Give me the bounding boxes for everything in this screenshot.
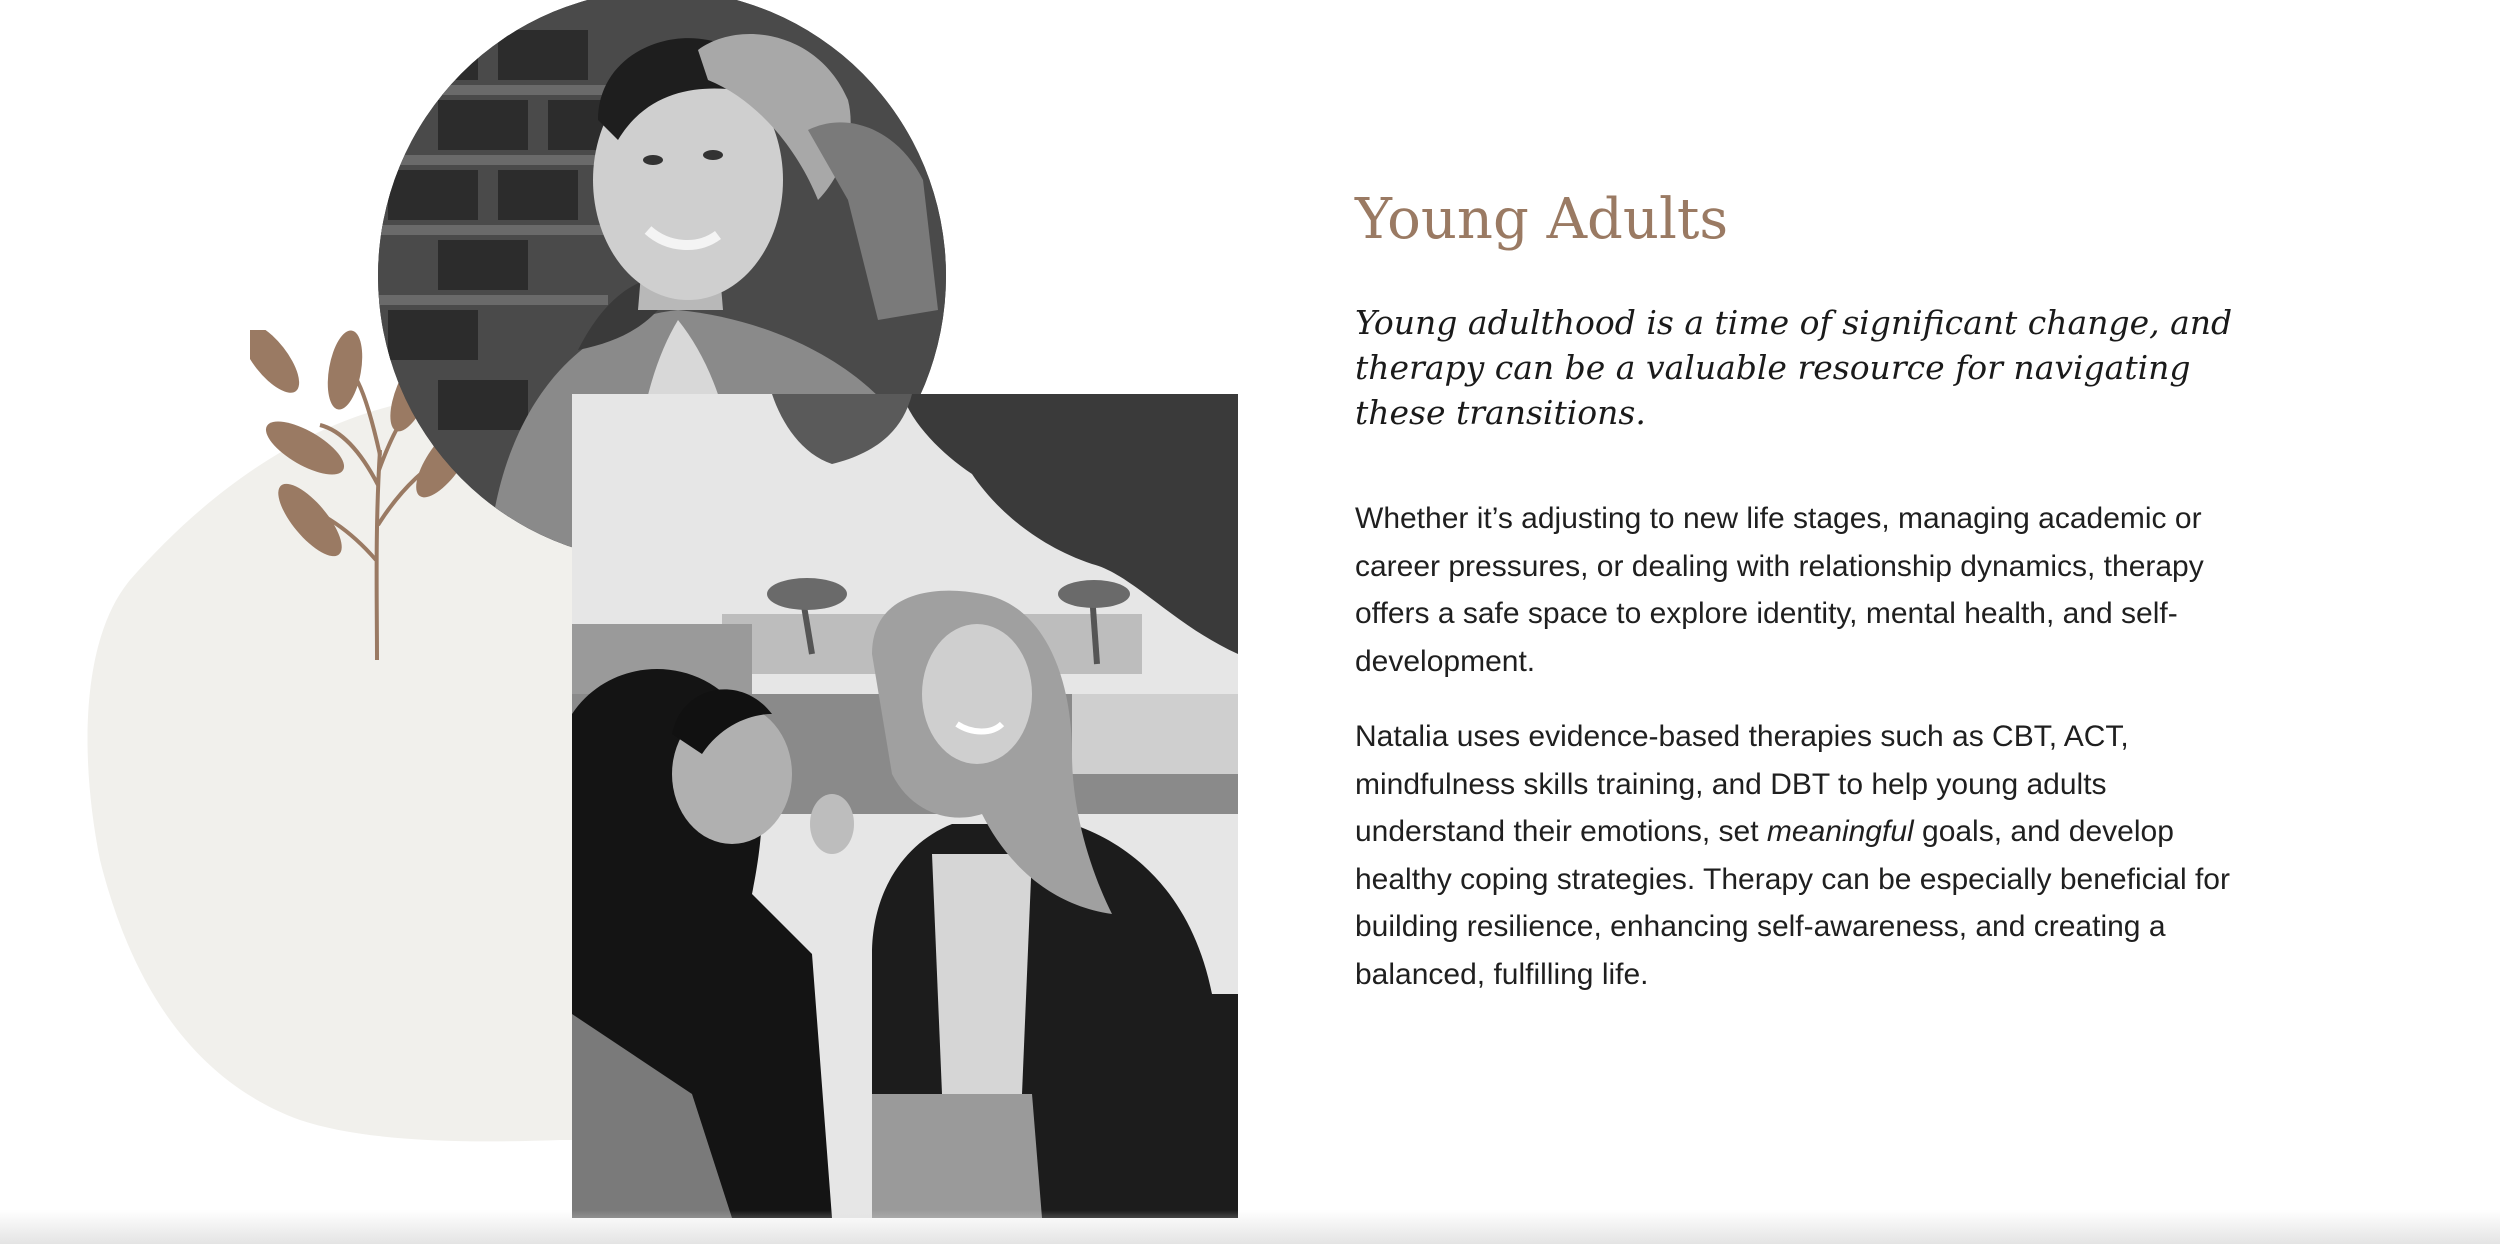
bottom-edge-shadow (0, 1210, 2500, 1244)
paragraph-2-text-end: goals, and develop healthy coping strategies. Therapy can be especially beneficial for building resilience, enhancing self-awareness, and creating a balanced, fulfilling life. (1355, 815, 2230, 991)
two-young-women-photo (572, 394, 1238, 1218)
section-lead: Young adulthood is a time of significant change, and therapy can be a valuable resource for navigating these transitions. (1355, 303, 2233, 432)
paragraph-2-emphasis: meaningful (1766, 815, 1914, 848)
section-paragraph-2 (1355, 713, 2235, 998)
section-title: Young Adults (1355, 187, 1729, 252)
young-adults-section (1355, 178, 2235, 998)
two-women-photo-illustration (572, 394, 1238, 1218)
paragraph-2-text-start: Natalia uses evidence-based therapies such as CBT, ACT, mindfulness skills training, and DBT to help young adults understand their emotions, set (1355, 720, 2129, 848)
section-paragraph-1: Whether it’s adjusting to new life stages, managing academic or career pressures, or dealing with relationship dynamics, therapy offers a safe space to explore identity, mental health, and self-development. (1355, 502, 2204, 678)
